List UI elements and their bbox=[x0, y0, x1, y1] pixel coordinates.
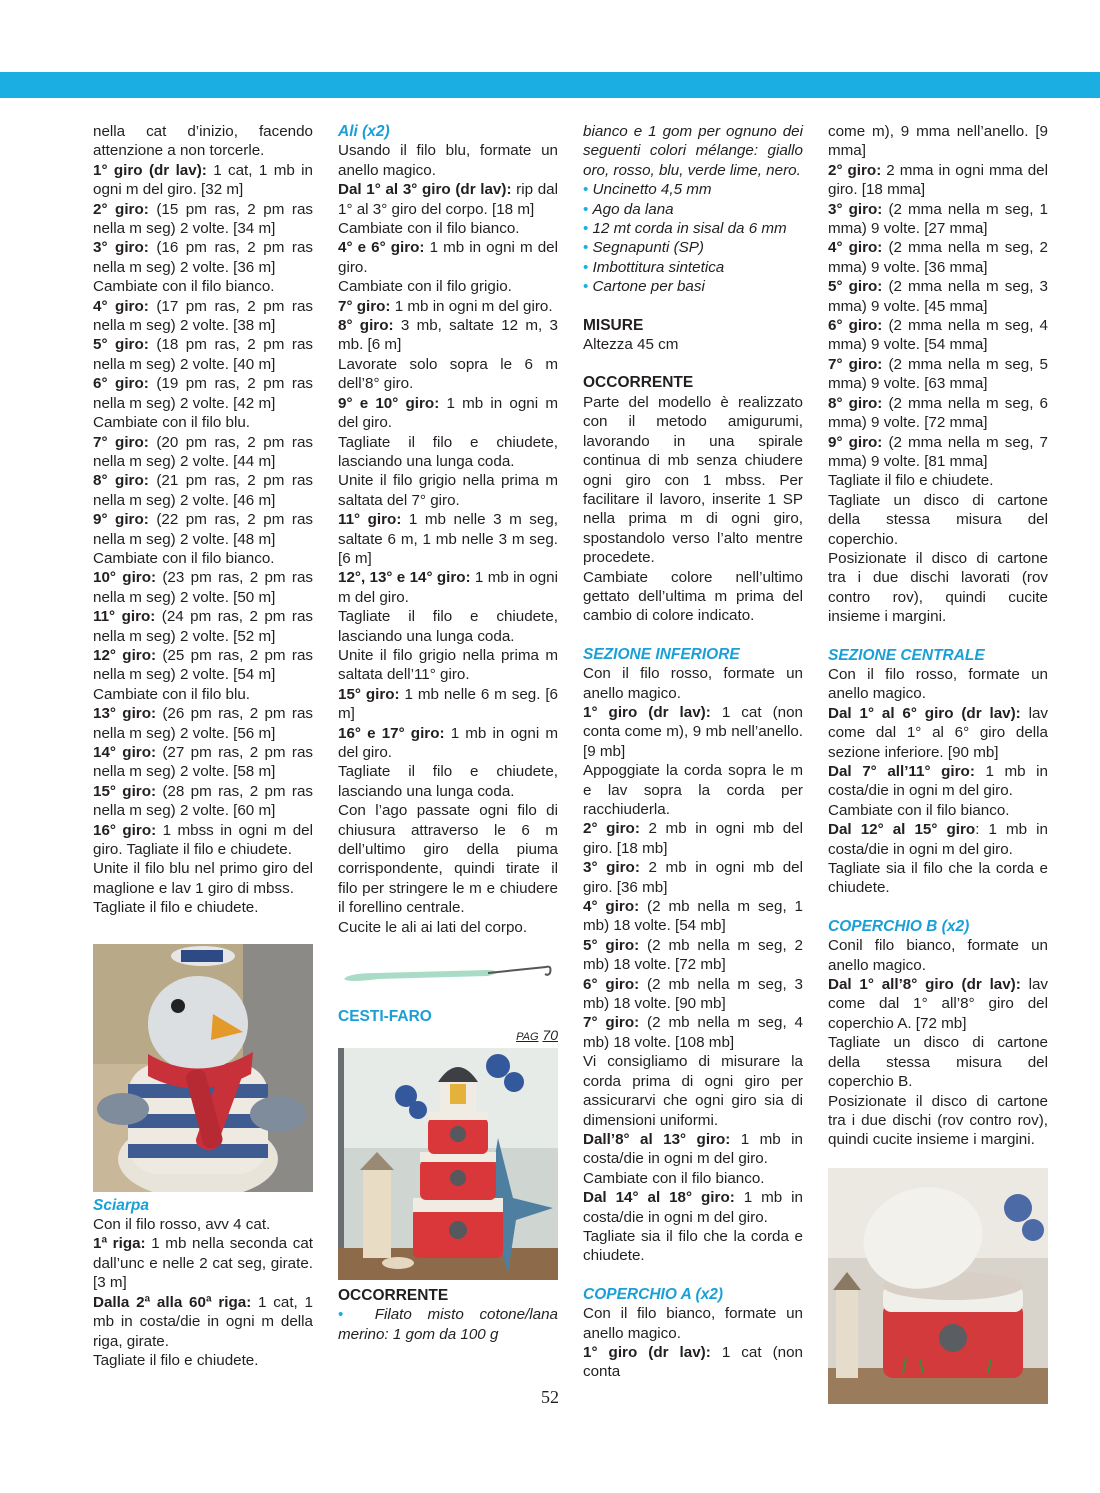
instruction-line bbox=[93, 297, 313, 336]
instruction-line bbox=[93, 277, 313, 296]
instruction-key: 14° giro: bbox=[93, 744, 157, 761]
instruction-text: Tagliate il filo e chiudete, lasciando una lunga coda. bbox=[338, 433, 558, 470]
instruction-text: 2 mb in ogni mb del giro. [18 mb] bbox=[583, 820, 803, 857]
material-text: Uncinetto 4,5 mm bbox=[592, 181, 712, 199]
instruction-key: 3° giro: bbox=[583, 859, 640, 877]
instruction-line bbox=[583, 761, 803, 819]
material-item bbox=[583, 180, 803, 199]
instruction-line bbox=[93, 510, 313, 549]
instruction-line bbox=[93, 782, 313, 821]
cesti-faro-heading: CESTI-FARO bbox=[338, 1008, 432, 1026]
instruction-line bbox=[93, 821, 313, 860]
instruction-key: 1ª riga: bbox=[93, 1235, 146, 1253]
instruction-key: 8° giro: bbox=[93, 472, 149, 490]
seagull-toy-image bbox=[93, 944, 313, 1192]
material-item bbox=[583, 200, 803, 219]
materials-list bbox=[583, 180, 803, 296]
material-text: Imbottitura sintetica bbox=[592, 258, 725, 276]
instruction-text: lav come dal 1° al 6° giro della sezione inferiore. [90 mb] bbox=[828, 704, 1048, 761]
instruction-line bbox=[583, 858, 803, 897]
instruction-text: : 1 mb in costa/die in ogni m del giro. bbox=[828, 821, 1048, 858]
instruction-line bbox=[338, 297, 558, 316]
instruction-text: (25 pm ras, 2 pm ras nella m seg) 2 volte. [54 m] bbox=[93, 646, 314, 684]
instruction-text: Usando il filo blu, formate un anello magico. bbox=[338, 142, 558, 179]
occorrente-first-bullet bbox=[338, 1305, 558, 1344]
occorrente2-text: Parte del modello è realizzato con il metodo amigurumi, lavorando in una spirale continua di mb senza chiudere ogni giro con 1 mbss. Per facilitare il lavoro, inserite 1 SP nella prima m di ogni giro, spostandolo verso l’alto mentre procedete. bbox=[583, 393, 803, 567]
instruction-line bbox=[828, 762, 1048, 801]
instruction-line bbox=[338, 180, 558, 219]
pag-number: 70 bbox=[542, 1027, 558, 1044]
instruction-text: 1 mb nelle 6 m seg. [6 m] bbox=[338, 685, 558, 723]
instruction-line bbox=[93, 743, 313, 782]
column-3 bbox=[583, 122, 803, 1382]
instruction-key: 4° e 6° giro: bbox=[338, 239, 425, 257]
instruction-line bbox=[828, 801, 1048, 820]
pag-label: PAG bbox=[516, 1031, 539, 1044]
instruction-key: 12° giro: bbox=[93, 646, 157, 664]
occorrente2-text2: Cambiate colore nell’ultimo gettato dell’ultima m prima del cambio di colore indicato. bbox=[583, 568, 803, 625]
instruction-key: 16° e 17° giro: bbox=[338, 724, 445, 742]
instruction-line bbox=[583, 1013, 803, 1052]
instruction-line bbox=[828, 704, 1048, 762]
instruction-text: Cambiate con il filo blu. bbox=[93, 414, 251, 432]
instruction-key: 5° giro: bbox=[583, 936, 640, 954]
instruction-line bbox=[583, 819, 803, 858]
instruction-text: Conil filo bianco, formate un anello magico. bbox=[828, 937, 1048, 974]
instruction-text: Tagliate un disco di cartone della stessa misura del coperchio. bbox=[828, 491, 1048, 548]
instruction-line bbox=[828, 200, 1048, 239]
instruction-key: 4° giro: bbox=[828, 239, 883, 257]
coperchio-a-heading: COPERCHIO A (x2) bbox=[583, 1285, 724, 1303]
instruction-text: Tagliate il filo e chiudete, lasciando una lunga coda. bbox=[338, 763, 558, 800]
instruction-line bbox=[338, 568, 558, 607]
instruction-key: Dal 1° al 6° giro (dr lav): bbox=[828, 704, 1021, 722]
page-number: 52 bbox=[541, 1387, 559, 1407]
instruction-key: 2° giro: bbox=[93, 200, 149, 218]
instruction-text: (2 mma nella m seg, 2 mma) 9 volte. [36 mma] bbox=[828, 239, 1049, 276]
instruction-text: 1 mb in ogni m del giro. bbox=[338, 239, 558, 276]
instruction-line bbox=[93, 898, 313, 917]
material-item bbox=[583, 219, 803, 238]
instruction-text: (26 pm ras, 2 pm ras nella m seg) 2 volte. [56 m] bbox=[93, 705, 314, 742]
instruction-text: Con l’ago passate ogni filo di chiusura attraverso le 6 m dell’ultimo giro della piuma corrispondente, quindi tirate il filo per stringere le m e chiudere il forellino centrale. bbox=[338, 802, 558, 917]
instruction-key: 7° giro: bbox=[93, 433, 149, 451]
sezione-inferiore-heading: SEZIONE INFERIORE bbox=[583, 645, 740, 663]
instruction-line bbox=[93, 374, 313, 413]
instruction-line bbox=[828, 1033, 1048, 1091]
instruction-key: 9° e 10° giro: bbox=[338, 394, 440, 412]
material-text: Cartone per basi bbox=[592, 278, 705, 296]
instruction-text: (18 pm ras, 2 pm ras nella m seg) 2 volte. [40 m] bbox=[93, 336, 313, 373]
material-item bbox=[583, 258, 803, 277]
instruction-line bbox=[93, 161, 313, 200]
crochet-hook bbox=[338, 943, 558, 1003]
instruction-line bbox=[338, 471, 558, 510]
column-1 bbox=[93, 122, 313, 1370]
coperchio-b-heading: COPERCHIO B (x2) bbox=[828, 917, 970, 935]
instruction-line bbox=[828, 665, 1048, 704]
instruction-line bbox=[338, 238, 558, 277]
instruction-key: 12°, 13° e 14° giro: bbox=[338, 569, 471, 587]
instruction-text: Unite il filo grigio nella prima m saltata dell’11° giro. bbox=[338, 646, 558, 684]
instruction-line bbox=[828, 936, 1048, 975]
instruction-line bbox=[338, 918, 558, 937]
instruction-text: Posizionate il disco di cartone tra i due dischi (rov contro rov), quindi cucite insieme i margini. bbox=[828, 1092, 1048, 1149]
instruction-text: 1 mb in costa/die in ogni m del giro. bbox=[583, 1130, 803, 1168]
bullet-icon: • bbox=[338, 1306, 344, 1324]
basket-image bbox=[828, 1168, 1048, 1404]
instruction-text: 1 mb nella seconda cat dall’unc e nelle 2 cat seg, girate. [3 m] bbox=[93, 1235, 313, 1292]
instruction-line bbox=[338, 316, 558, 355]
instruction-line bbox=[828, 433, 1048, 472]
instruction-line bbox=[93, 685, 313, 704]
instruction-text: 1 cat, 1 mb in costa/die in ogni m della riga, girate. bbox=[93, 1293, 313, 1350]
instruction-line bbox=[583, 975, 803, 1014]
coperchio-b-rows bbox=[828, 936, 1048, 1149]
instruction-line bbox=[93, 238, 313, 277]
instruction-line bbox=[828, 975, 1048, 1033]
instruction-line bbox=[338, 277, 558, 296]
instruction-text: (2 mma nella m seg, 7 mma) 9 volte. [81 mma] bbox=[828, 433, 1049, 470]
instruction-line bbox=[338, 141, 558, 180]
instruction-line bbox=[828, 394, 1048, 433]
instruction-text: (22 pm ras, 2 pm ras nella m seg) 2 volte. [48 m] bbox=[93, 511, 313, 548]
instruction-text: (17 pm ras, 2 pm ras nella m seg) 2 volte. [38 m] bbox=[93, 297, 313, 335]
instruction-key: 10° giro: bbox=[93, 569, 157, 587]
instruction-line bbox=[93, 1215, 313, 1234]
instruction-text: (2 mma nella m seg, 4 mma) 9 volte. [54 mma] bbox=[828, 317, 1049, 354]
instruction-text: 1 mb in ogni m del giro. bbox=[390, 297, 553, 315]
lighthouse-baskets-image bbox=[338, 1048, 558, 1280]
instruction-text: Cambiate con il filo bianco. bbox=[338, 220, 520, 238]
instruction-text: Cambiate con il filo bianco. bbox=[93, 278, 275, 296]
instruction-line bbox=[583, 1169, 803, 1188]
instruction-line bbox=[338, 433, 558, 472]
instruction-text: (20 pm ras, 2 pm ras nella m seg) 2 volte. [44 m] bbox=[93, 433, 313, 470]
instruction-line bbox=[583, 897, 803, 936]
instruction-text: (24 pm ras, 2 pm ras nella m seg) 2 volte. [52 m] bbox=[93, 608, 314, 645]
body-rows bbox=[93, 161, 313, 918]
instruction-text: Posizionate il disco di cartone tra i due dischi lavorati (rov contro rov), quindi cucite insieme i margini. bbox=[828, 549, 1048, 626]
instruction-text: Tagliate il filo e chiudete, lasciando una lunga coda. bbox=[338, 608, 558, 645]
bullet-icon: • bbox=[583, 239, 593, 257]
instruction-text: Tagliate sia il filo che la corda e chiudete. bbox=[828, 860, 1048, 897]
instruction-line bbox=[338, 607, 558, 646]
instruction-text: Con il filo rosso, avv 4 cat. bbox=[93, 1216, 271, 1234]
instruction-line bbox=[93, 200, 313, 239]
instruction-line bbox=[828, 277, 1048, 316]
instruction-text: Unite il filo blu nel primo giro del maglione e lav 1 giro di mbss. bbox=[93, 860, 313, 897]
instruction-text: Tagliate il filo e chiudete. bbox=[828, 472, 994, 490]
coperchio-a-cont-rows bbox=[828, 122, 1048, 627]
instruction-key: 1° giro (dr lav): bbox=[583, 1343, 711, 1361]
instruction-key: 15° giro: bbox=[338, 685, 400, 703]
instruction-text: (16 pm ras, 2 pm ras nella m seg) 2 volte. [36 m] bbox=[93, 239, 313, 276]
instruction-text: Unite il filo grigio nella prima m saltata del 7° giro. bbox=[338, 472, 558, 509]
instruction-line bbox=[93, 549, 313, 568]
instruction-key: 7° giro: bbox=[338, 297, 391, 315]
instruction-line bbox=[93, 607, 313, 646]
instruction-text: 1 mb in costa/die in ogni m del giro. bbox=[583, 1189, 803, 1226]
instruction-line bbox=[828, 491, 1048, 549]
instruction-line bbox=[338, 646, 558, 685]
instruction-text: come m), 9 mma nell’anello. [9 mma] bbox=[828, 123, 1048, 160]
bullet-icon: • bbox=[583, 200, 593, 218]
instruction-text: Cambiate con il filo bianco. bbox=[583, 1169, 765, 1187]
occorrente-first-text: Filato misto cotone/lana merino: 1 gom da 100 g bbox=[338, 1306, 558, 1343]
instruction-text: Con il filo rosso, formate un anello magico. bbox=[828, 665, 1048, 703]
instruction-text: 2 mb in ogni mb del giro. [36 mb] bbox=[583, 859, 803, 896]
instruction-key: 16° giro: bbox=[93, 821, 157, 839]
misure-text: Altezza 45 cm bbox=[583, 336, 679, 354]
bullet-icon: • bbox=[583, 258, 593, 276]
instruction-line bbox=[93, 1351, 313, 1370]
instruction-key: 4° giro: bbox=[583, 898, 640, 916]
instruction-key: 3° giro: bbox=[828, 200, 883, 218]
sciarpa-heading: Sciarpa bbox=[93, 1196, 150, 1214]
material-text: Ago da lana bbox=[592, 200, 674, 218]
seagull-photo bbox=[93, 944, 313, 1192]
instruction-line bbox=[338, 801, 558, 917]
instruction-line bbox=[93, 646, 313, 685]
misure-heading: MISURE bbox=[583, 316, 644, 334]
occorrente-continued: bianco e 1 gom per ognuno dei seguenti colori mélange: giallo oro, rosso, blu, verde lime, nero. bbox=[583, 123, 803, 179]
instruction-line bbox=[583, 703, 803, 761]
instruction-text: 1 mb in costa/die in ogni m del giro. bbox=[828, 763, 1048, 800]
instruction-text: (15 pm ras, 2 pm ras nella m seg) 2 volte. [34 m] bbox=[93, 200, 313, 238]
instruction-key: 1° giro (dr lav): bbox=[583, 703, 711, 721]
lighthouse-baskets-photo bbox=[338, 1048, 558, 1280]
instruction-text: (23 pm ras, 2 pm ras nella m seg) 2 volte. [50 m] bbox=[93, 569, 314, 606]
instruction-text: Lavorate solo sopra le 6 m dell’8° giro. bbox=[338, 355, 558, 393]
ali-rows bbox=[338, 141, 558, 937]
instruction-text: 3 mb, saltate 12 m, 3 mb. [6 m] bbox=[338, 317, 559, 354]
instruction-line bbox=[93, 704, 313, 743]
instruction-key: 13° giro: bbox=[93, 705, 157, 723]
column-2 bbox=[338, 122, 558, 1344]
instruction-line bbox=[828, 238, 1048, 277]
instruction-line bbox=[93, 471, 313, 510]
column-4 bbox=[828, 122, 1048, 1404]
instruction-text: (2 mma nella m seg, 3 mma) 9 volte. [45 mma] bbox=[828, 278, 1049, 315]
instruction-text: lav come dal 1° all’8° giro del coperchio A. [72 mb] bbox=[828, 976, 1048, 1032]
instruction-line bbox=[93, 859, 313, 898]
instruction-key: Dal 7° all’11° giro: bbox=[828, 763, 975, 780]
instruction-key: 7° giro: bbox=[828, 355, 883, 373]
instruction-key: 11° giro: bbox=[93, 608, 156, 626]
instruction-line bbox=[93, 1293, 313, 1351]
instruction-key: Dal 12° al 15° giro bbox=[828, 821, 976, 839]
material-text: Segnapunti (SP) bbox=[592, 239, 704, 257]
instruction-line bbox=[583, 936, 803, 975]
sezione-centrale-heading: SEZIONE CENTRALE bbox=[828, 646, 985, 664]
instruction-key: Dal 1° al 3° giro (dr lav): bbox=[338, 181, 512, 199]
instruction-line bbox=[583, 1052, 803, 1130]
instruction-text: 2 mma in ogni mma del giro. [18 mma] bbox=[828, 161, 1048, 199]
instruction-key: 7° giro: bbox=[583, 1014, 640, 1032]
ali-heading: Ali (x2) bbox=[338, 123, 390, 140]
instruction-key: 15° giro: bbox=[93, 782, 157, 800]
instruction-key: 9° giro: bbox=[93, 511, 149, 529]
instruction-text: Vi consigliamo di misurare la corda prima di ogni giro per assicurarvi che ogni giro sia di dimensioni uniformi. bbox=[583, 1053, 803, 1129]
instruction-text: 1 mbss in ogni m del giro. Tagliate il filo e chiudete. bbox=[93, 821, 313, 859]
top-accent-bar bbox=[0, 72, 1100, 98]
instruction-text: 1 cat (non conta bbox=[583, 1343, 803, 1381]
sezione-inferiore-rows bbox=[583, 664, 803, 1266]
instruction-key: 8° giro: bbox=[828, 394, 883, 412]
instruction-text: (2 mb nella m seg, 2 mb) 18 volte. [72 mb] bbox=[583, 936, 803, 974]
instruction-key: 11° giro: bbox=[338, 511, 402, 529]
instruction-text: Tagliate il filo e chiudete. bbox=[93, 899, 259, 917]
instruction-line bbox=[93, 335, 313, 374]
occorrente2-heading: OCCORRENTE bbox=[583, 374, 694, 392]
instruction-line bbox=[583, 1227, 803, 1266]
material-item bbox=[583, 238, 803, 257]
page-reference bbox=[338, 1026, 558, 1047]
instruction-line bbox=[828, 820, 1048, 859]
instruction-text: (2 mb nella m seg, 1 mb) 18 volte. [54 mb] bbox=[583, 898, 803, 935]
instruction-text: Con il filo bianco, formate un anello magico. bbox=[583, 1305, 803, 1342]
instruction-text: Tagliate sia il filo che la corda e chiudete. bbox=[583, 1227, 803, 1265]
instruction-text: (2 mb nella m seg, 4 mb) 18 volte. [108 mb] bbox=[583, 1014, 803, 1051]
instruction-line bbox=[828, 316, 1048, 355]
instruction-text: 1 mb in ogni m del giro. bbox=[338, 724, 558, 761]
instruction-key: 1° giro (dr lav): bbox=[93, 161, 207, 179]
coperchio-a-rows bbox=[583, 1304, 803, 1382]
instruction-line bbox=[338, 724, 558, 763]
instruction-line bbox=[828, 161, 1048, 200]
instruction-line bbox=[338, 510, 558, 568]
instruction-line bbox=[93, 413, 313, 432]
instruction-text: Cambiate con il filo grigio. bbox=[338, 278, 512, 296]
material-item bbox=[583, 277, 803, 296]
instruction-line bbox=[828, 859, 1048, 898]
instruction-line bbox=[583, 664, 803, 703]
instruction-line bbox=[583, 1304, 803, 1343]
instruction-text: (2 mb nella m seg, 3 mb) 18 volte. [90 mb] bbox=[583, 975, 803, 1013]
instruction-line bbox=[338, 762, 558, 801]
instruction-key: Dall’8° al 13° giro: bbox=[583, 1130, 731, 1148]
bullet-icon: • bbox=[583, 278, 593, 296]
intro-text: nella cat d’inizio, facendo attenzione a non torcerle. bbox=[93, 123, 313, 160]
instruction-text: 1 mb nelle 3 m seg, saltate 6 m, 1 mb nelle 3 m seg. [6 m] bbox=[338, 511, 558, 567]
instruction-line bbox=[828, 1092, 1048, 1150]
instruction-key: 4° giro: bbox=[93, 297, 149, 315]
instruction-line bbox=[93, 433, 313, 472]
instruction-text: (28 pm ras, 2 pm ras nella m seg) 2 volte. [60 m] bbox=[93, 782, 314, 820]
instruction-line bbox=[828, 122, 1048, 161]
instruction-text: Cambiate con il filo bianco. bbox=[93, 549, 275, 567]
instruction-text: Appoggiate la corda sopra le m e lav sopra la corda per racchiuderla. bbox=[583, 762, 803, 818]
instruction-line bbox=[93, 568, 313, 607]
material-text: 12 mt corda in sisal da 6 mm bbox=[592, 220, 787, 238]
instruction-line bbox=[828, 355, 1048, 394]
instruction-line bbox=[338, 685, 558, 724]
instruction-line bbox=[338, 355, 558, 394]
instruction-key: 2° giro: bbox=[828, 161, 882, 179]
bullet-icon: • bbox=[583, 181, 593, 199]
instruction-text: (2 mma nella m seg, 5 mma) 9 volte. [63 mma] bbox=[828, 355, 1049, 393]
instruction-key: 5° giro: bbox=[93, 336, 149, 354]
basket-photo bbox=[828, 1168, 1048, 1404]
instruction-line bbox=[583, 1130, 803, 1169]
instruction-key: 9° giro: bbox=[828, 433, 883, 451]
instruction-key: 6° giro: bbox=[93, 375, 149, 393]
instruction-text: (27 pm ras, 2 pm ras nella m seg) 2 volte. [58 m] bbox=[93, 744, 314, 781]
instruction-key: 5° giro: bbox=[828, 278, 883, 296]
sezione-centrale-rows bbox=[828, 665, 1048, 898]
instruction-text: Cambiate con il filo bianco. bbox=[828, 801, 1010, 819]
instruction-line bbox=[338, 219, 558, 238]
instruction-key: 6° giro: bbox=[828, 317, 883, 335]
instruction-text: 1 mb in ogni m del giro. bbox=[338, 394, 558, 432]
bullet-icon: • bbox=[583, 220, 593, 238]
instruction-text: (19 pm ras, 2 pm ras nella m seg) 2 volte. [42 m] bbox=[93, 375, 313, 412]
instruction-text: (2 mma nella m seg, 6 mma) 9 volte. [72 mma] bbox=[828, 394, 1049, 432]
instruction-key: Dalla 2ª alla 60ª riga: bbox=[93, 1293, 252, 1311]
instruction-key: Dal 14° al 18° giro: bbox=[583, 1189, 735, 1207]
instruction-text: 1 cat, 1 mb in ogni m del giro. [32 m] bbox=[93, 161, 313, 199]
sciarpa-rows bbox=[93, 1215, 313, 1370]
instruction-text: Cambiate con il filo blu. bbox=[93, 685, 251, 703]
instruction-text: (2 mma nella m seg, 1 mma) 9 volte. [27 mma] bbox=[828, 200, 1049, 238]
instruction-key: 2° giro: bbox=[583, 820, 640, 838]
instruction-line bbox=[583, 1188, 803, 1227]
instruction-text: Con il filo rosso, formate un anello magico. bbox=[583, 665, 803, 702]
instruction-text: Cucite le ali ai lati del corpo. bbox=[338, 918, 528, 936]
instruction-key: 6° giro: bbox=[583, 975, 640, 993]
instruction-key: 3° giro: bbox=[93, 239, 149, 257]
instruction-text: 1 mb in ogni m del giro. bbox=[338, 569, 558, 606]
instruction-line bbox=[338, 394, 558, 433]
instruction-text: 1 cat (non conta come m), 9 mb nell’anello. [9 mb] bbox=[583, 703, 803, 760]
instruction-line bbox=[93, 1234, 313, 1292]
instruction-text: (21 pm ras, 2 pm ras nella m seg) 2 volte. [46 m] bbox=[93, 472, 313, 509]
instruction-key: 8° giro: bbox=[338, 317, 394, 335]
occorrente-heading: OCCORRENTE bbox=[338, 1286, 449, 1304]
crochet-hook-icon bbox=[338, 943, 558, 1003]
instruction-line bbox=[828, 549, 1048, 627]
instruction-key: Dal 1° all’8° giro (dr lav): bbox=[828, 976, 1021, 994]
instruction-text: Tagliate il filo e chiudete. bbox=[93, 1351, 259, 1369]
instruction-text: Tagliate un disco di cartone della stessa misura del coperchio B. bbox=[828, 1034, 1048, 1091]
instruction-line bbox=[828, 471, 1048, 490]
instruction-line bbox=[583, 1343, 803, 1382]
instruction-text: rip dal 1° al 3° giro del corpo. [18 m] bbox=[338, 181, 558, 218]
